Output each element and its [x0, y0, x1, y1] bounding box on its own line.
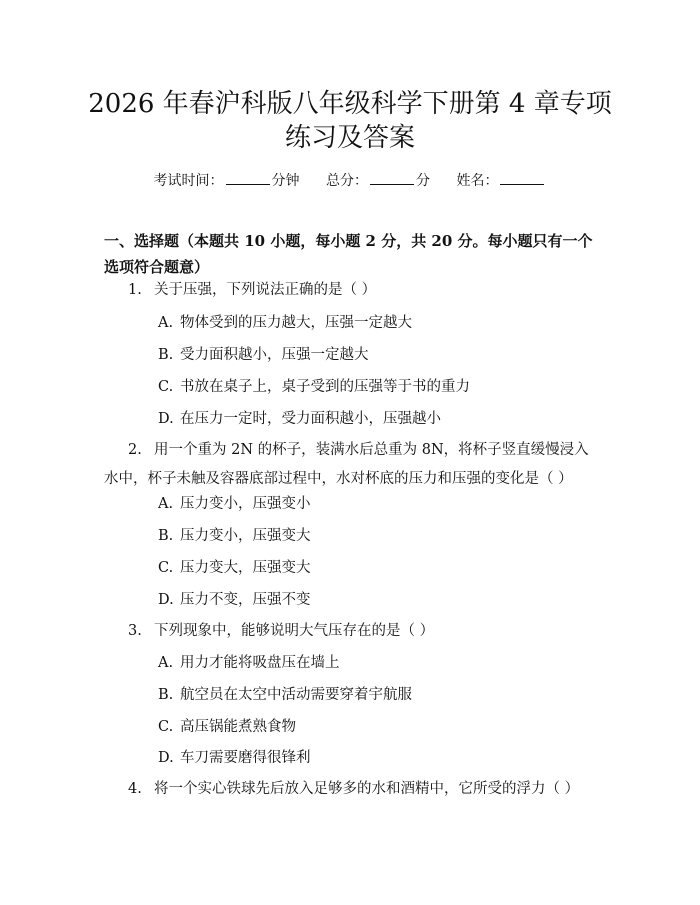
document-title-line-2: 练习及答案 — [284, 123, 415, 153]
option-letter: D. — [158, 750, 174, 766]
question-number: 2. — [128, 442, 142, 458]
option-3d — [158, 746, 598, 770]
option-1b — [158, 343, 598, 367]
total-score-label: 总分： — [326, 173, 368, 189]
question-text: 下列现象中，能够说明大气压存在的是（ ） — [154, 623, 435, 639]
option-3c — [158, 715, 598, 739]
option-2c — [158, 556, 598, 580]
option-letter: C. — [158, 719, 174, 735]
option-text: 车刀需要磨得很锋利 — [180, 750, 311, 766]
option-letter: D. — [158, 592, 174, 608]
question-number: 4. — [128, 781, 142, 797]
option-letter: D. — [158, 411, 174, 427]
section-title-multiple-choice: 一、选择题（本题共 10 小题，每小题 2 分，共 20 分。每小题只有一个选项符合题意） — [104, 232, 593, 276]
exam-meta — [0, 170, 700, 190]
option-letter: C. — [158, 560, 174, 576]
option-letter: B. — [158, 687, 174, 703]
exam-time-blank — [226, 174, 270, 185]
student-name — [456, 170, 546, 190]
option-letter: C. — [158, 379, 174, 395]
option-letter: B. — [158, 528, 174, 544]
option-text: 压力变大，压强变大 — [180, 560, 311, 576]
option-letter: A. — [158, 496, 174, 512]
option-text: 在压力一定时，受力面积越小，压强越小 — [180, 411, 441, 427]
option-2a — [158, 492, 598, 516]
total-score — [326, 170, 430, 190]
option-text: 高压锅能煮熟食物 — [180, 719, 296, 735]
option-text: 物体受到的压力越大，压强一定越大 — [180, 315, 412, 331]
exam-time — [154, 170, 300, 190]
option-2b — [158, 524, 598, 548]
option-text: 受力面积越小，压强一定越大 — [180, 347, 369, 363]
option-text: 压力不变，压强不变 — [180, 592, 311, 608]
question-text: 关于压强，下列说法正确的是（ ） — [154, 282, 377, 298]
question-1 — [104, 276, 599, 305]
option-letter: A. — [158, 655, 174, 671]
exam-time-unit: 分钟 — [271, 173, 300, 189]
exam-time-label: 考试时间： — [153, 173, 224, 189]
question-text: 将一个实心铁球先后放入足够多的水和酒精中，它所受的浮力（ ） — [154, 781, 580, 797]
option-3a — [158, 651, 598, 675]
student-name-label: 姓名： — [456, 173, 499, 189]
option-letter: A. — [158, 315, 174, 331]
document-title-line-1: 2026 年春沪科版八年级科学下册第 4 章专项 — [88, 89, 612, 119]
option-1d — [158, 407, 598, 431]
total-score-blank — [370, 174, 414, 185]
option-3b — [158, 683, 598, 707]
student-name-blank — [500, 174, 544, 185]
total-score-unit: 分 — [416, 173, 430, 189]
question-2 — [104, 436, 599, 494]
option-letter: B. — [158, 347, 174, 363]
option-text: 书放在桌子上，桌子受到的压强等于书的重力 — [180, 379, 470, 395]
option-text: 用力才能将吸盘压在墙上 — [180, 655, 340, 671]
option-text: 压力变小，压强变大 — [180, 528, 311, 544]
option-text: 压力变小，压强变小 — [180, 496, 311, 512]
option-1c — [158, 375, 598, 399]
question-4 — [104, 775, 599, 804]
question-number: 3. — [128, 623, 142, 639]
option-text: 航空员在太空中活动需要穿着宇航服 — [180, 687, 412, 703]
question-3 — [104, 617, 599, 646]
question-number: 1. — [128, 282, 142, 298]
question-text: 用一个重为 2N 的杯子，装满水后总重为 8N，将杯子竖直缓慢浸入水中，杯子未触及容器底部过程中，水对杯底的压力和压强的变化是（ ） — [104, 442, 589, 487]
option-2d — [158, 588, 598, 612]
option-1a — [158, 311, 598, 335]
